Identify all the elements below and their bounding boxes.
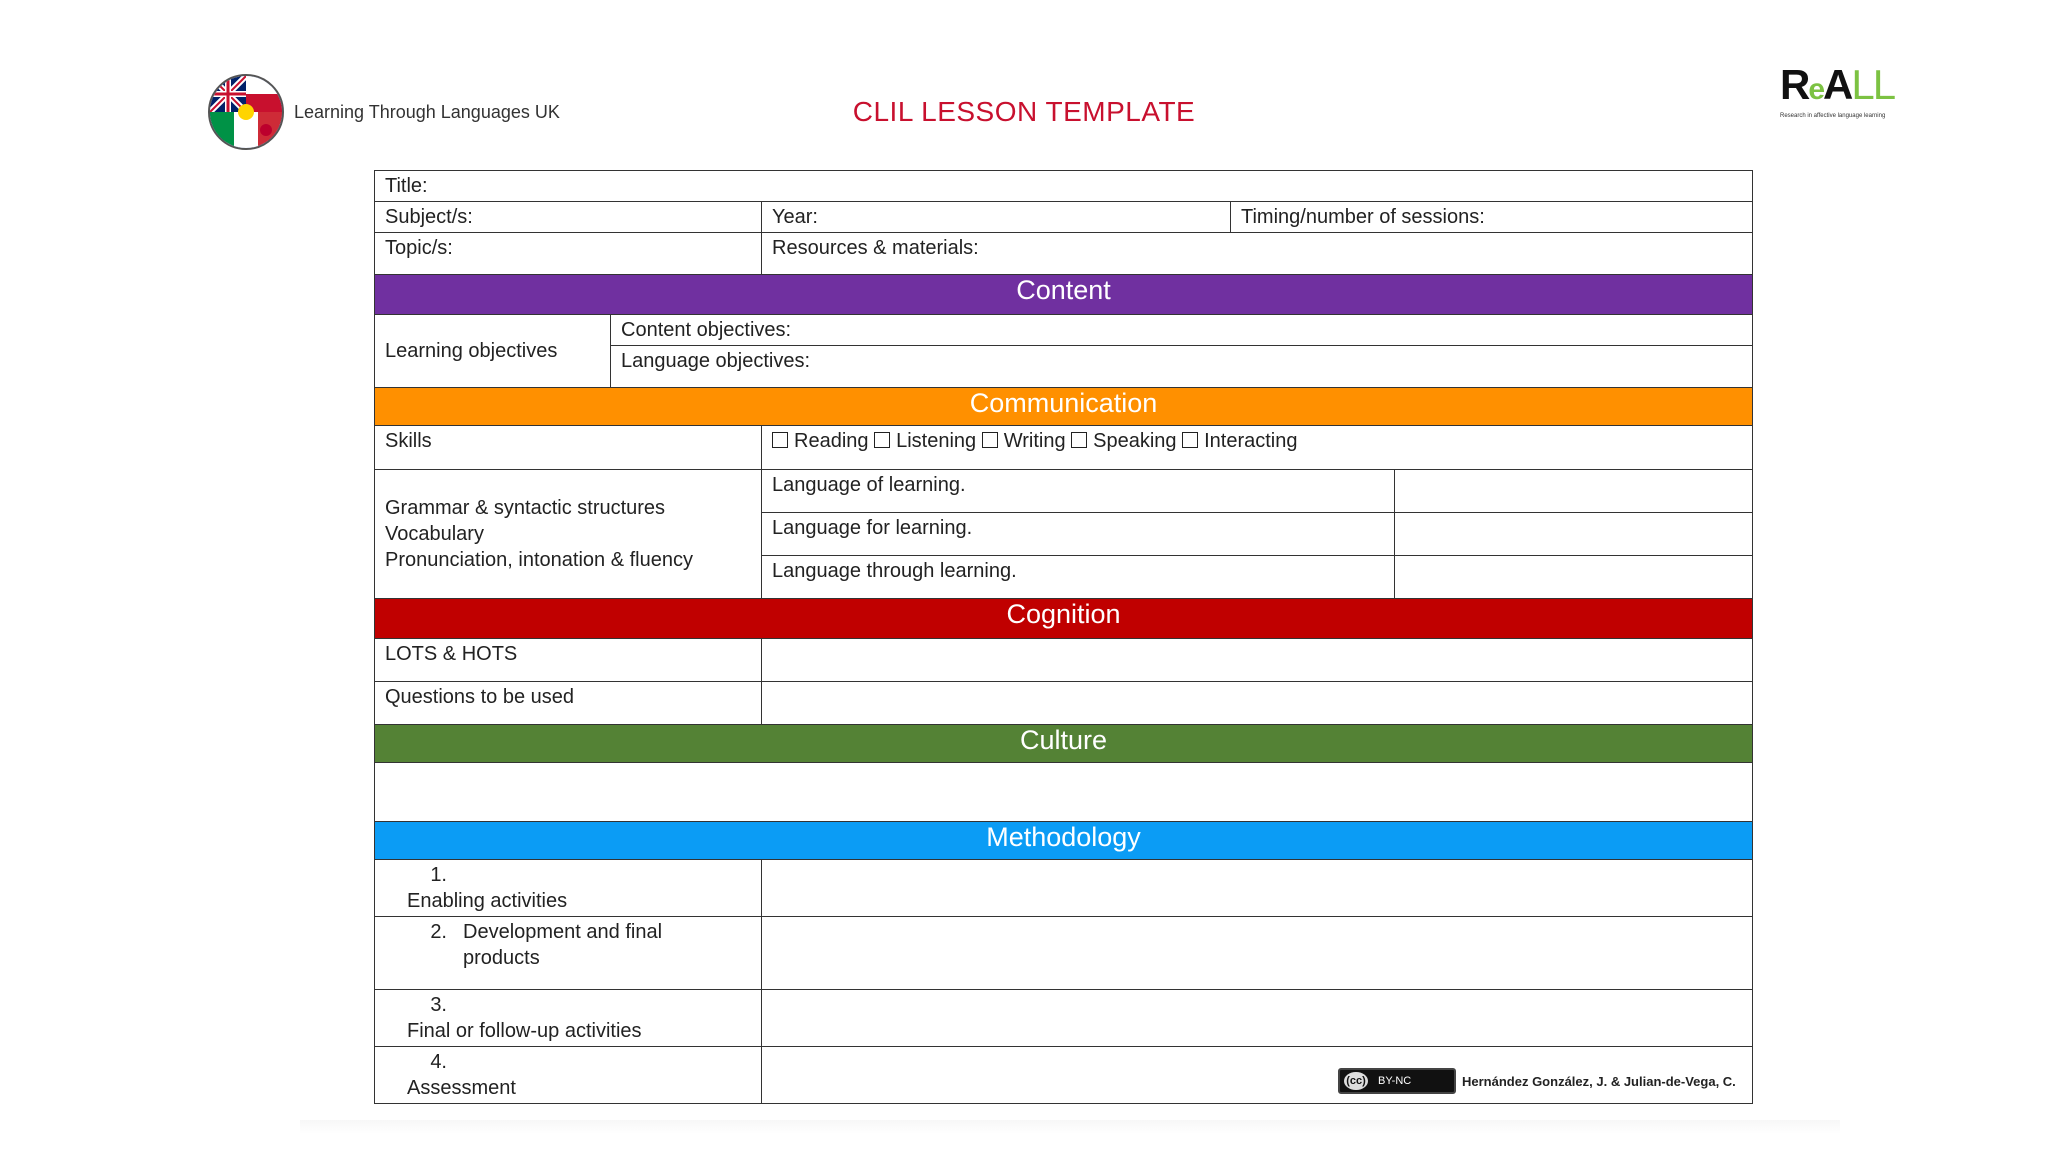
skill-speaking-label: Speaking — [1093, 430, 1177, 452]
methodology-item-1-field[interactable] — [762, 860, 1753, 917]
methodology-item-label: Enabling activities — [407, 890, 568, 912]
methodology-item-3 — [375, 990, 762, 1047]
document-title: CLIL LESSON TEMPLATE — [852, 96, 1196, 127]
skill-interacting-label: Interacting — [1204, 430, 1298, 452]
language-for-learning: Language for learning. — [762, 513, 1395, 556]
methodology-item-2-field[interactable] — [762, 917, 1753, 990]
content-objectives-field[interactable]: Content objectives: — [611, 315, 1753, 346]
methodology-item-label: Final or follow-up activities — [407, 1020, 642, 1042]
license-label: BY-NC — [1378, 1075, 1412, 1087]
structure-vocabulary: Vocabulary — [385, 523, 484, 545]
page-shadow — [300, 1120, 1840, 1134]
reall-logo-r: R — [1780, 61, 1809, 108]
checkbox-listening[interactable] — [874, 430, 976, 452]
skill-writing-label: Writing — [1003, 430, 1066, 452]
skills-checkboxes — [762, 426, 1753, 470]
methodology-item-number: 2. — [430, 921, 447, 943]
title-field[interactable]: Title: — [375, 171, 1753, 202]
methodology-item-4 — [375, 1047, 762, 1104]
methodology-item-2 — [375, 917, 762, 990]
subjects-field[interactable]: Subject/s: — [375, 202, 762, 233]
checkbox-interacting[interactable] — [1182, 430, 1297, 452]
skill-reading-label: Reading — [794, 430, 869, 452]
methodology-item-number: 3. — [430, 994, 447, 1016]
methodology-band: Methodology — [375, 822, 1753, 860]
language-through-learning: Language through learning. — [762, 556, 1395, 599]
skills-label: Skills — [375, 426, 762, 470]
methodology-item-1 — [375, 860, 762, 917]
license-footer — [1338, 1068, 1736, 1094]
structure-pronunciation: Pronunciation, intonation & fluency — [385, 549, 693, 571]
checkbox-speaking[interactable] — [1071, 430, 1176, 452]
communication-band: Communication — [375, 388, 1753, 426]
cc-icon: (cc) — [1344, 1072, 1368, 1090]
reall-logo-e: e — [1808, 73, 1824, 106]
year-field[interactable]: Year: — [762, 202, 1231, 233]
learning-objectives-label: Learning objectives — [375, 315, 611, 388]
methodology-item-label: Development and final products — [463, 921, 663, 969]
reall-tagline: Research in affective language learning — [1780, 113, 1886, 119]
checkbox-reading[interactable] — [772, 430, 869, 452]
reall-logo-a: A — [1823, 61, 1852, 108]
cc-license-badge — [1338, 1068, 1456, 1094]
culture-band: Culture — [375, 725, 1753, 763]
org-name: Learning Through Languages UK — [294, 101, 560, 122]
reall-logo — [1780, 61, 1920, 119]
reall-logo-ll: LL — [1851, 61, 1895, 108]
timing-field[interactable]: Timing/number of sessions: — [1231, 202, 1753, 233]
lesson-template-table — [374, 170, 1753, 1104]
language-through-learning-field[interactable] — [1395, 556, 1753, 599]
content-band: Content — [375, 275, 1753, 315]
cognition-band: Cognition — [375, 599, 1753, 639]
methodology-item-label: Assessment — [407, 1077, 516, 1099]
checkbox-writing[interactable] — [982, 430, 1066, 452]
structures-label — [375, 470, 762, 599]
author-credit: Hernández González, J. & Julian-de-Vega, C. — [1462, 1073, 1736, 1089]
language-for-learning-field[interactable] — [1395, 513, 1753, 556]
questions-label: Questions to be used — [375, 682, 762, 725]
lots-hots-label: LOTS & HOTS — [375, 639, 762, 682]
lots-hots-field[interactable] — [762, 639, 1753, 682]
language-objectives-field[interactable]: Language objectives: — [611, 346, 1753, 388]
questions-field[interactable] — [762, 682, 1753, 725]
language-of-learning-field[interactable] — [1395, 470, 1753, 513]
resources-field[interactable]: Resources & materials: — [762, 233, 1753, 275]
language-of-learning: Language of learning. — [762, 470, 1395, 513]
methodology-item-number: 4. — [430, 1051, 447, 1073]
culture-field[interactable] — [375, 763, 1753, 822]
topics-field[interactable]: Topic/s: — [375, 233, 762, 275]
methodology-item-number: 1. — [430, 864, 447, 886]
skill-listening-label: Listening — [896, 430, 977, 452]
methodology-item-3-field[interactable] — [762, 990, 1753, 1047]
structure-grammar: Grammar & syntactic structures — [385, 497, 666, 519]
